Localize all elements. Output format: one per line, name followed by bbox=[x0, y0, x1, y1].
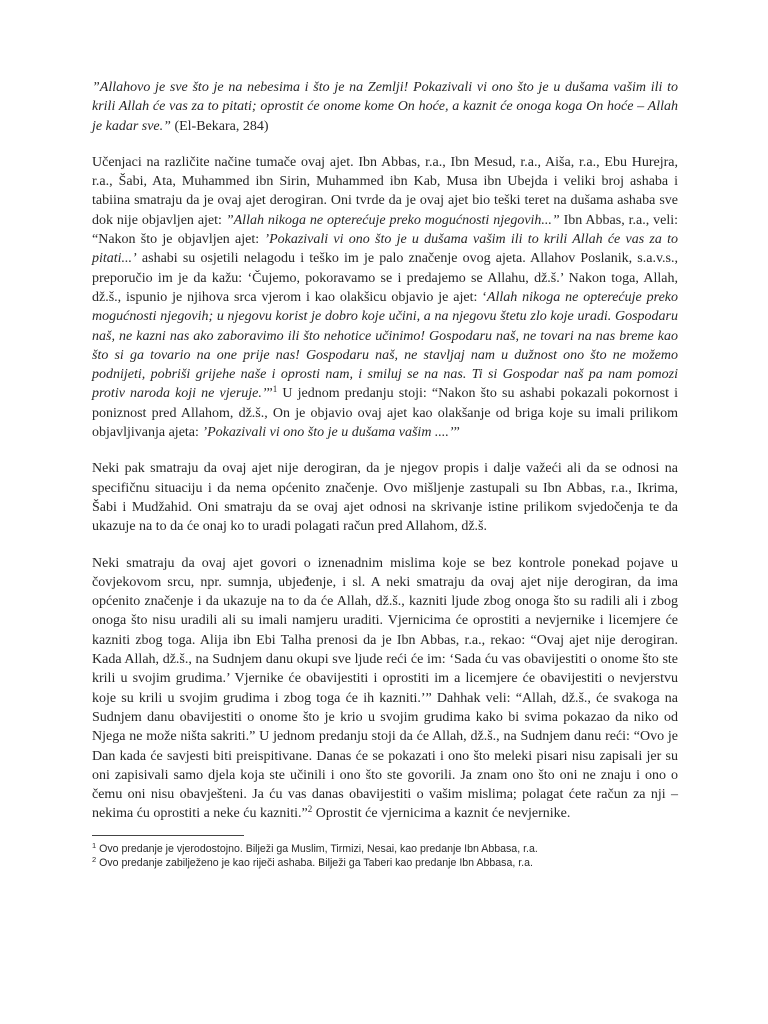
paragraph-derogation-view bbox=[92, 153, 678, 442]
text-run: U jednom predanju stoji: “Nakon što su ashabi pokazali pokornost i poniznost pred Allahom, dž.š., On je objavio ovaj ajet kao olakšanje od briga koje su imali prilikom objavljivanja ajeta: bbox=[92, 386, 678, 441]
text-run: ” bbox=[453, 425, 460, 441]
document-page bbox=[92, 78, 678, 870]
text-run: ashabi su osjetili nelagodu i teško im je palo značenje ovog ajeta. Allahov Poslanik, s.a.v.s., preporučio im je da kažu: ‘Čujemo, pokoravamo se i predajemo se Allahu, dž.š.’ Nakon toga, Allah, dž.š., ispunio je njihova srca vjerom i kao olakšicu objavio je ajet: ‘ bbox=[92, 251, 678, 305]
ajet-quote: ”Allah nikoga ne opterećuje preko mogućnosti njegovih...” bbox=[225, 212, 560, 228]
footnote-reference[interactable]: 2 bbox=[307, 804, 313, 815]
footnote bbox=[92, 856, 678, 870]
footnote bbox=[92, 842, 678, 856]
text-run: Neki smatraju da ovaj ajet govori o iznenadnim mislima koje se bez kontrole ponekad pojave u čovjekovom srcu, npr. sumnja, ubjeđenje, i sl. A neki smatraju da ovaj ajet nije derogiran, da ima općenito značenje i da ukazuje na to da će Allah, dž.š., kazniti ljude zbog onoga što su radili ali i zbog onoga što nisu uradili ali su imali namjeru uraditi. Vjernicima će oprostiti a nevjernike i licemjere će kazniti zbog toga. Alija ibn Ebi Talha prenosi da je Ibn Abbas, r.a., rekao: “Ovaj ajet nije derogiran. Kada Allah, dž.š., na Sudnjem danu okupi sve ljude reći će im: ‘Sada ću vas obavijestiti o onome što ste krili u svojim grudima.’ Vjernike će obavijestiti i oprostiti im a licemjere će obavijestiti o nevjerstvu koje su krili u svojim grudima i zbog toga će ih kazniti.’” Dahhak veli: “Allah, dž.š., će svakoga na Sudnjem danu obavijestiti o onome što je krio u svojim grudima kako bi svima pokazao da niko od Njega ne može ništa sakriti.” U jednom predanju stoji da će Allah, dž.š., na Sudnjem danu reći: “Ovo je Dan kada će savjesti biti preispitivane. Danas će se pokazati i ono što meleki pisari nisu zapisali jer su oni zapisivali samo djela koja ste učinili i ono što ste govorili. Ja znam ono što oni ne znaju i ono o čemu oni nisu obavješteni. Ja ću vas danas obavijestiti o vašim mislima; polagat ćete račun za nji – nekima ću oprostiti a neke ću kazniti.” bbox=[92, 555, 678, 822]
ajet-quote: ’Pokazivali vi ono što je u dušama vašim ili to krili Allah će vas za to pitati...’ bbox=[92, 232, 678, 267]
paragraph-sudden-thoughts-view bbox=[92, 554, 678, 824]
paragraph-specific-situation-view: Neki pak smatraju da ovaj ajet nije derogiran, da je njegov propis i dalje važeći ali da se odnosi na specifičnu situaciju i da nema općenito značenje. Ovo mišljenje zastupali su Ibn Abbas, r.a., Ikrima, Šabi i Mudžahid. Oni smatraju da se ovaj ajet odnosi na skrivanje istine prilikom svjedočenja te da ukazuje na to da će onaj ko to uradi polagati račun pred Allahom, dž.š. bbox=[92, 461, 678, 535]
verse-quote: ”Allahovo je sve što je na nebesima i što je na Zemlji! Pokazivali vi ono što je u dušama vašim ili to krili Allah će vas za to pitati; oprostit će onome kome On hoće, a kaznit će onoga koga On hoće – Allah je kadar sve.” bbox=[92, 80, 678, 134]
ajet-quote: ’Pokazivali vi ono što je u dušama vašim ....’ bbox=[202, 425, 454, 441]
text-run: Učenjaci na različite načine tumače ovaj ajet. Ibn Abbas, r.a., Ibn Mesud, r.a., Aiša, r.a., Ebu Hurejra, r.a., Šabi, Ata, Muhammed ibn Sirin, Muhammed ibn Kab, Musa ibn Ubejda i veliki broj ashaba i tabiina smatraju da je ovaj ajet derogiran. Oni tvrde da je ovaj ajet bio teški teret na dušama ashaba sve dok nije objavljen ajet: bbox=[92, 154, 678, 228]
quran-verse-paragraph bbox=[92, 78, 678, 136]
text-run: ” bbox=[266, 386, 273, 402]
footnote-number: 2 bbox=[92, 854, 97, 864]
footnote-separator bbox=[92, 835, 244, 836]
footnote-text: Ovo predanje zabilježeno je kao riječi ashaba. Bilježi ga Taberi kao predanje Ibn Abbasa, r.a. bbox=[96, 856, 533, 869]
text-run: Ibn Abbas, r.a., veli: “Nakon što je objavljen ajet: bbox=[92, 212, 679, 248]
footnote-reference[interactable]: 1 bbox=[272, 384, 278, 395]
verse-reference: (El-Bekara, 284) bbox=[170, 118, 269, 134]
footnote-number: 1 bbox=[92, 840, 97, 850]
footnote-text: Ovo predanje je vjerodostojno. Bilježi ga Muslim, Tirmizi, Nesai, kao predanje Ibn Abbasa, r.a. bbox=[96, 842, 538, 855]
ajet-quote: Allah nikoga ne opterećuje preko mogućnosti njegovih; u njegovu korist je dobro koje učini, a na njegovu štetu zlo koje uradi. Gospodaru naš, ne kazni nas ako zaboravimo ili što nehotice učinimo! Gospodaru naš, ne tovari na nas breme kao što si ga tovario na one prije nas! Gospodaru naš, ne stavljaj nam u dužnost ono što ne možemo podnijeti, pobriši grijehe naše i oprosti nam, i smiluj se na nas. Ti si Gospodar naš pa nam pomozi protiv naroda koji ne vjeruje.’ bbox=[92, 289, 678, 402]
text-run: Oprostit će vjernicima a kaznit će nevjernike. bbox=[312, 806, 571, 822]
